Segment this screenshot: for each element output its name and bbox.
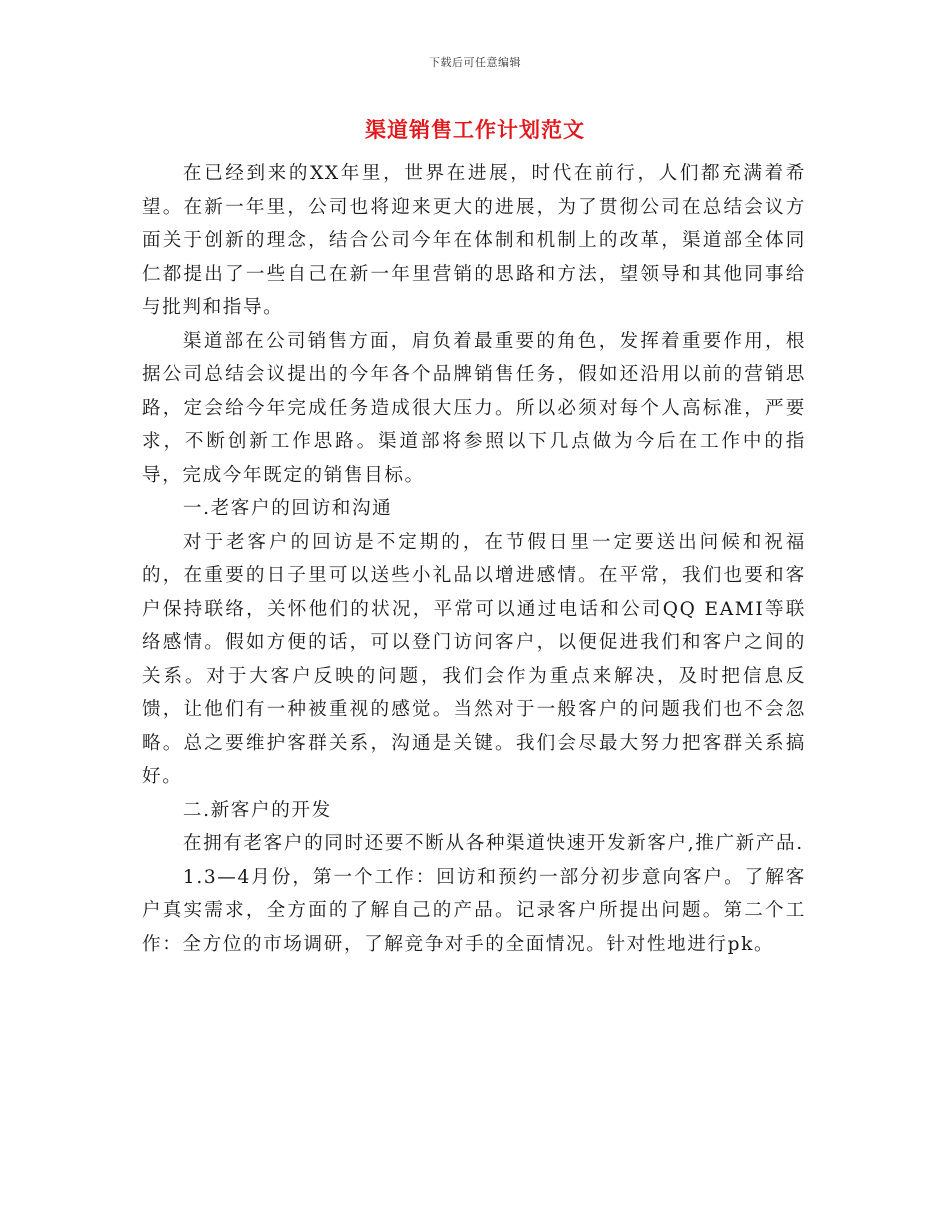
- section-heading-old-clients: 一.老客户的回访和沟通: [182, 498, 393, 519]
- paragraph-old-clients: 对于老客户的回访是不定期的，在节假日里一定要送出问候和祝福的，在重要的日子里可以送些小礼品以增进感情。在平常，我们也要和客户保持联络，关怀他们的状况，平常可以通过电话和公司QQ EAMI等联络感情。假如方便的话，可以登门访问客户，以便促进我们和客户之间的关系。对于大客户反映的问题，我们会作为重点来解决，及时把信息反馈，让他们有一种被重视的感觉。当然对于一般客户的问题我们也不会忽略。总之要维护客群关系，沟通是关键。我们会尽最大努力把客群关系搞好。: [142, 531, 806, 787]
- section-heading-new-clients: 二.新客户的开发: [182, 799, 332, 821]
- document-title: 渠道销售工作计划范文: [365, 117, 585, 142]
- document-body: [142, 157, 806, 961]
- page-header-note: 下载后可任意编辑: [429, 56, 521, 69]
- paragraph-intro: 在已经到来的XX年里，世界在进展，时代在前行，人们都充满着希望。在新一年里，公司也将迎来更大的进展，为了贯彻公司在总结会议方面关于创新的理念，结合公司今年在体制和机制上的改革，渠道部全体同仁都提出了一些自己在新一年里营销的思路和方法，望领导和其他同事给与批判和指导。: [142, 163, 806, 318]
- paragraph-plan-step-1: 1.3—4月份，第一个工作：回访和预约一部分初步意向客户。了解客户真实需求，全方面的了解自己的产品。记录客户所提出问题。第二个工作：全方位的市场调研，了解竞争对手的全面情况。针对性地进行pk。: [142, 866, 806, 955]
- paragraph-new-clients: 在拥有老客户的同时还要不断从各种渠道快速开发新客户,推广新产品.: [182, 833, 804, 854]
- paragraph-channel-role: 渠道部在公司销售方面，肩负着最重要的角色，发挥着重要作用，根据公司总结会议提出的今年各个品牌销售任务，假如还沿用以前的营销思路，定会给今年完成任务造成很大压力。所以必须对每个人高标准，严要求，不断创新工作思路。渠道部将参照以下几点做为今后在工作中的指导，完成今年既定的销售目标。: [142, 330, 806, 486]
